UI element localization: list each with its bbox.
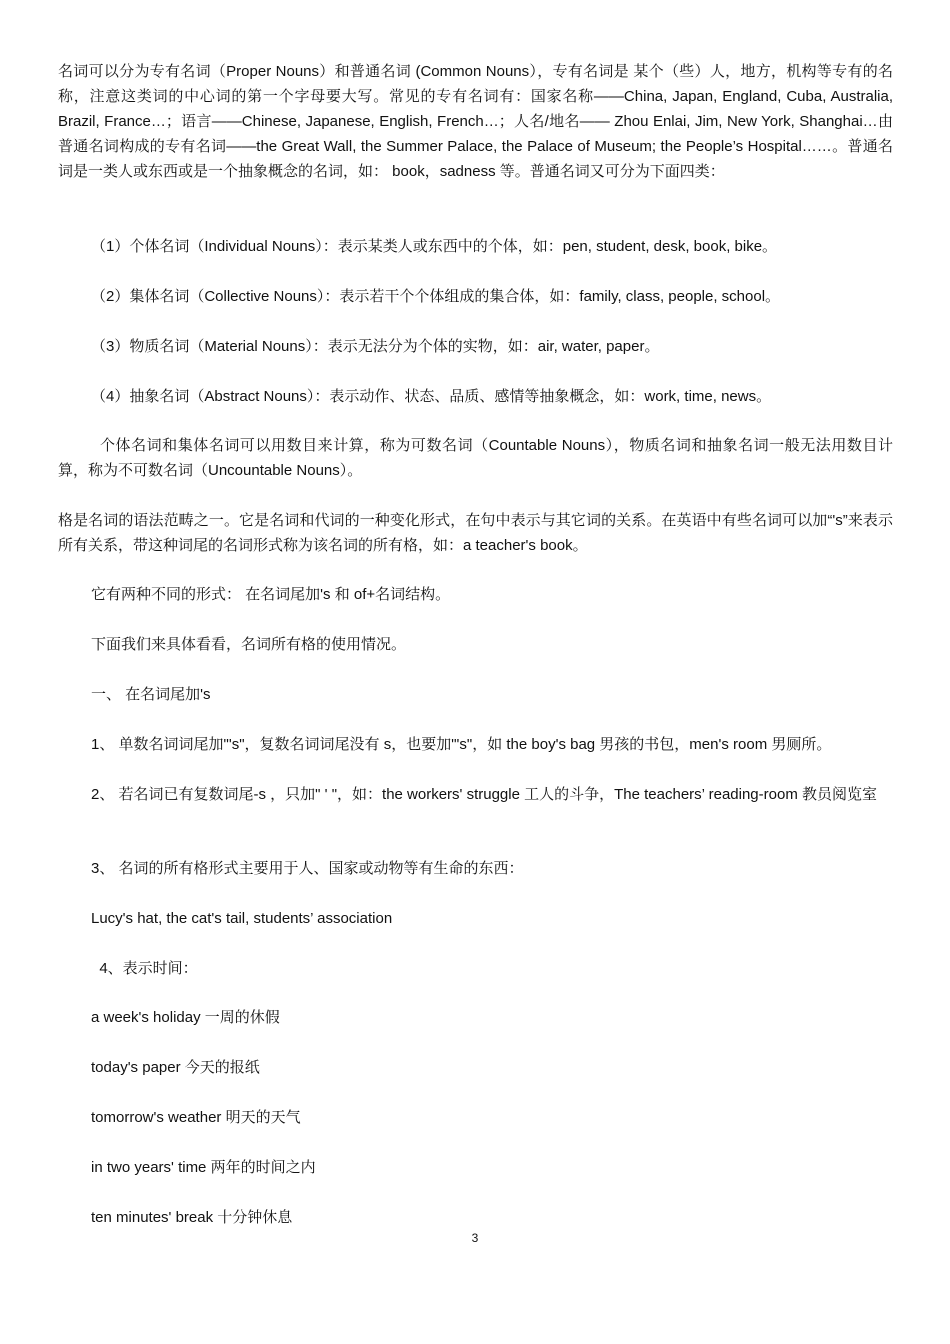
example-3: Lucy's hat, the cat's tail, students’ association <box>91 910 393 927</box>
noun-type-collective: （2）集体名词（Collective Nouns）：表示若干个个体组成的集合体，如：family, class, people, school。 <box>91 288 781 305</box>
page-number: 3 <box>471 1231 479 1245</box>
example-4d: in two years' time 两年的时间之内 <box>91 1159 316 1176</box>
example-4a: a week's holiday 一周的休假 <box>91 1009 280 1026</box>
noun-type-material: （3）物质名词（Material Nouns）：表示无法分为个体的实物，如：air, water, paper。 <box>91 338 660 355</box>
countable-paragraph: 个体名词和集体名词可以用数目来计算，称为可数名词（Countable Nouns），物质名词和抽象名词一般无法用数目计算，称为不可数名词（Uncountable Nouns）。 <box>58 437 893 479</box>
look-paragraph: 下面我们来具体看看，名词所有格的使用情况。 <box>91 636 407 653</box>
rule-1: 1、 单数名词词尾加"'s"，复数名词词尾没有 s，也要加"'s"，如 the boy's bag 男孩的书包，men's room 男厕所。 <box>91 736 832 753</box>
intro-paragraph: 名词可以分为专有名词（Proper Nouns）和普通名词 (Common Nouns），专有名词是 某个（些）人，地方，机构等专有的名称，注意这类词的中心词的第一个字母要大写。常见的专有名词有：国家名称——China, Japan, England, Cuba, Australia, Brazil, France…；语言——Chinese, Japanese, English, French…；人名/地名—— Zhou Enlai, Jim, New York, Shanghai…由普通名词构成的专有名词——the Great Wall, the Summer Palace, the Palace of Museum; the People’s Hospital……。普通名词是一类人或东西或是一个抽象概念的名词，如： book，sadness 等。普通名词又可分为下面四类： <box>58 63 893 180</box>
section-heading-1: 一、 在名词尾加's <box>91 686 211 703</box>
example-4b: today's paper 今天的报纸 <box>91 1059 260 1076</box>
two-forms-paragraph: 它有两种不同的形式： 在名词尾加's 和 of+名词结构。 <box>91 586 451 603</box>
noun-type-abstract: （4）抽象名词（Abstract Nouns）：表示动作、状态、品质、感情等抽象概念，如：work, time, news。 <box>91 388 772 405</box>
rule-2: 2、 若名词已有复数词尾-s ，只加" ' "，如：the workers' struggle 工人的斗争，The teachers’ reading-room 教员阅览室 <box>91 786 877 803</box>
noun-type-individual: （1）个体名词（Individual Nouns）：表示某类人或东西中的个体，如：pen, student, desk, book, bike。 <box>91 238 778 255</box>
case-intro-paragraph: 格是名词的语法范畴之一。它是名词和代词的一种变化形式，在句中表示与其它词的关系。在英语中有些名词可以加“'s”来表示所有关系，带这种词尾的名词形式称为该名词的所有格，如：a teacher's book。 <box>58 512 893 554</box>
rule-4: 4、表示时间： <box>91 960 198 977</box>
example-4e: ten minutes' break 十分钟休息 <box>91 1209 293 1226</box>
rule-3: 3、 名词的所有格形式主要用于人、国家或动物等有生命的东西： <box>91 860 524 877</box>
example-4c: tomorrow's weather 明天的天气 <box>91 1109 301 1126</box>
